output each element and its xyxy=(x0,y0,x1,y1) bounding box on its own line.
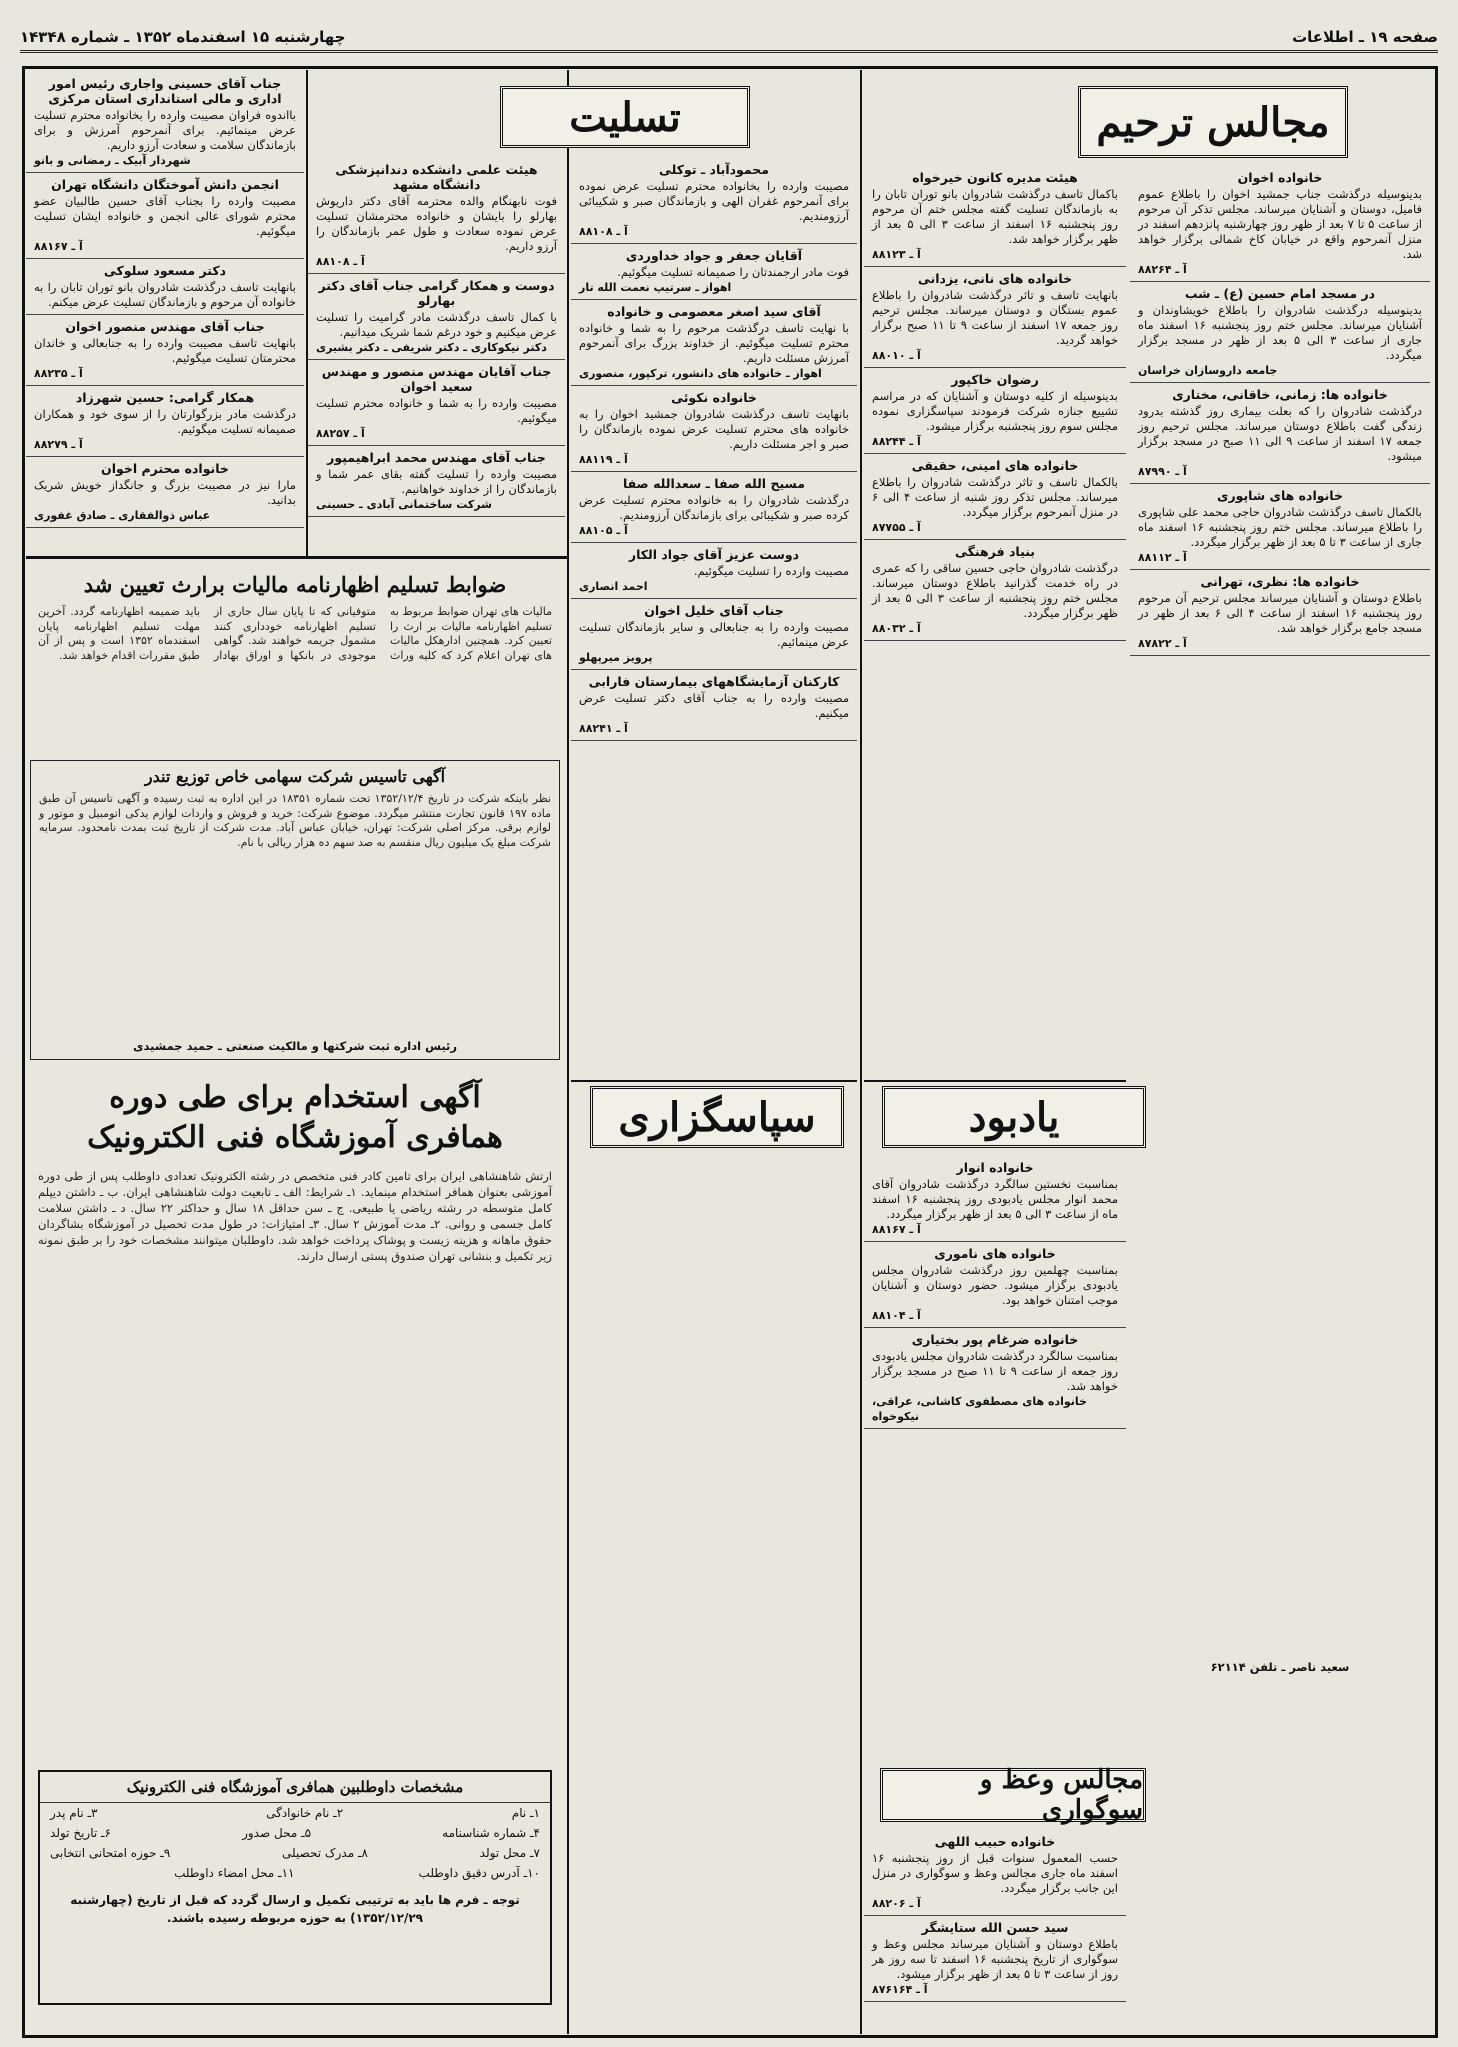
notice-body: بدینوسیله درگذشت جناب جمشید اخوان را باطلاع عموم فامیل، دوستان و آشنایان میرساند. مجلس تذکر آن مرحوم از ساعت ۵ تا ۷ بعد از ظهر روز چهارشنبه پانزدهم اسفند در منزل آنمرحوم واقع در خیابان کاخ شمالی برگزار خواهد شد. xyxy=(1138,187,1422,261)
tax-notice xyxy=(30,566,560,756)
row-divider xyxy=(571,1080,857,1082)
notice xyxy=(864,267,1126,368)
notice-title: خانواده ها: نظری، تهرانی xyxy=(1200,574,1360,589)
notice-title: خانواده های امینی، حقیقی xyxy=(911,458,1079,473)
condolence-meetings-banner: مجالس ترحیم xyxy=(1078,86,1348,158)
notice-ref: آ ـ ۸۸۱۰۸ xyxy=(316,255,365,268)
notice-ref: آ ـ ۸۸۰۱۰ xyxy=(872,349,921,362)
notice-title: خانواده انوار xyxy=(956,1160,1034,1175)
notice xyxy=(571,386,857,472)
notice-title: بنیاد فرهنگی xyxy=(954,544,1035,559)
notice-title: جناب آقای مهندس محمد ابراهیمپور xyxy=(327,450,546,465)
condolences-col-right xyxy=(571,158,857,1078)
notice-title: جناب آقای خلیل اخوان xyxy=(644,603,784,618)
company-notice-title: آگهی تاسیس شرکت سهامی خاص توزیع تندر xyxy=(144,767,446,786)
notice-ref: خانواده های مصطفوی کاشانی، عراقی، نیکوخواه xyxy=(872,1395,1087,1423)
condolence-meetings-col-right xyxy=(1130,166,1430,2026)
notice-body: بانهایت تاسف و تاثر درگذشت شادروان را باطلاع عموم بستگان و دوستان میرساند. مجلس ترحیم روز جمعه ۱۷ اسفند از ساعت ۹ تا ۱۱ صبح برگزار خواهد گردید. xyxy=(872,288,1118,347)
form-field: ۹ـ حوزه امتحانی انتخابی xyxy=(50,1846,171,1860)
notice-body: باکمال تاسف درگذشت شادروان بانو توران تابان را به بازماندگان تسلیت گفته مجلس ختم آن مرحوم روز پنجشنبه ۱۶ اسفند از ساعت ۳ الی ۵ بعد از ظهر برگزار خواهد شد. xyxy=(872,187,1118,246)
memorial-banner: یادبود xyxy=(882,1086,1146,1148)
notice-ref: آ ـ ۸۸۱۶۷ xyxy=(872,1223,921,1236)
form-field: ۱۱ـ محل امضاء داوطلب xyxy=(174,1866,295,1880)
notice-title: خانواده اخوان xyxy=(1237,170,1323,185)
notice-body: بااندوه فراوان مصیبت وارده را بخانواده محترم تسلیت عرض مینمائیم. برای آنمرحوم آمرزش و برای بازماندگان سلامت و سعادت آرزو داریم. xyxy=(34,108,296,152)
notice-body: درگذشت شادروان را که بعلت بیماری روز گذشته بدرود زندگی گفت باطلاع دوستان میرساند. مجلس ترحیم روز جمعه ۱۷ اسفند از ساعت ۹ الی ۱۱ صبح در مسجد برگزار میشود. xyxy=(1138,404,1422,463)
form-field: ۷ـ محل تولد xyxy=(479,1846,540,1860)
form-field: ۳ـ نام پدر xyxy=(50,1806,98,1820)
notice xyxy=(571,543,857,599)
notice-title: خانواده ها: زمانی، خاقانی، مختاری xyxy=(1172,387,1388,402)
date-label: چهارشنبه ۱۵ اسفندماه ۱۳۵۲ ـ شماره ۱۴۳۴۸ xyxy=(20,28,346,46)
notice-title: کارکنان آزمایشگاههای بیمارستان فارابی xyxy=(588,674,840,689)
notice-body: مصیبت وارده را تسلیت گفته بقای عمر شما و بازماندگان را از خداوند خواهانیم. xyxy=(316,467,557,496)
tax-notice-body: مالیات های تهران ضوابط مربوط به تسلیم اظهارنامه مالیات بر ارث را تعیین کرد. همچنین ادارهکل مالیات های تهران اعلام کرد که کلیه وراث متوفیانی که تا پایان سال جاری از تسلیم اظهارنامه خودداری کنند مشمول جریمه خواهند شد. گواهی موجودی در بانکها و اوراق بهادار باید ضمیمه اظهارنامه گردد. آخرین مهلت تسلیم اظهارنامه پایان اسفندماه ۱۳۵۲ است و پس از آن طبق مقررات اقدام خواهد شد. xyxy=(38,605,552,662)
notice-body: مصیبت وارده را بخانواده محترم تسلیت عرض نموده برای آنمرحوم غفران الهی و بازماندگان صبر و شکیبائی آرزومندیم. xyxy=(579,179,849,223)
notice-body: با کمال تاسف درگذشت مادر گرامیت را تسلیت عرض میکنیم و خود درغم شما شریک میدانیم. xyxy=(316,310,557,339)
notice-ref: آ ـ ۸۷۹۹۰ xyxy=(1138,465,1187,478)
notice-ref: آ ـ ۸۸۱۰۵ xyxy=(579,524,628,537)
notice-body: بالکمال تاسف درگذشت شادروان حاجی محمد علی شاپوری را باطلاع میرساند. مجلس ختم روز پنجشنبه ۱۶ اسفند ماه جاری از ساعت ۳ تا ۵ بعد از ظهر برگزار میگردد. xyxy=(1138,505,1422,549)
notice xyxy=(308,446,565,517)
form-note: توجه ـ فرم ها باید به ترتیبی تکمیل و ارسال گردد که قبل از تاریخ (چهارشنبه ۱۳۵۲/۱۲/۲۹) به حوزه مربوطه رسیده باشند. xyxy=(70,1893,520,1925)
notice-ref: اهواز ـ سرتیپ نعمت الله تار xyxy=(579,281,732,294)
notice-body: باطلاع دوستان و آشنایان میرساند مجلس ترحیم آن مرحوم روز پنجشنبه ۱۶ اسفند از ساعت ۴ الی ۶ بعد از ظهر در مسجد جامع برگزار خواهد شد. xyxy=(1138,591,1422,635)
condolences-banner: تسلیت xyxy=(500,86,750,148)
notice-title: آقای سید اصغر معصومی و خانواده xyxy=(607,304,821,319)
job-ad-title-line1: آگهی استخدام برای طی دوره xyxy=(109,1080,481,1115)
notice xyxy=(864,1830,1126,1916)
notice-title: جناب آقای حسینی واجاری رئیس امور اداری و مالی استانداری استان مرکزی xyxy=(48,76,282,106)
notice-ref: جامعه داروسازان خراسان xyxy=(1138,364,1278,377)
notice xyxy=(571,158,857,244)
notice-title: خانواده های ناموری xyxy=(934,1246,1056,1261)
notice-body: با نهایت تاسف درگذشت مرحوم را به شما و خانواده محترم تسلیت میگوئیم. از خداوند بزرگ برای آنمرحوم آمرزش مسئلت داریم. xyxy=(579,321,849,365)
notice xyxy=(864,454,1126,540)
form-field: ۵ـ محل صدور xyxy=(242,1826,312,1840)
notice xyxy=(864,166,1126,267)
form-field: ۱ـ نام xyxy=(511,1806,540,1820)
notice-title: خانواده های نانی، یزدانی xyxy=(917,271,1073,286)
notice-body: مارا نیز در مصیبت بزرگ و جانگداز خویش شریک بدانید. xyxy=(34,478,296,507)
notice-ref: آ ـ ۸۸۲۴۱ xyxy=(579,722,628,735)
row-divider xyxy=(26,556,567,559)
form-field: ۲ـ نام خانوادگی xyxy=(266,1806,344,1820)
notice-ref: عباس ذوالفقاری ـ صادق غفوری xyxy=(34,509,211,522)
memorial-section xyxy=(864,1156,1126,1756)
notice-title: هیئت علمی دانشکده دندانپزشکی دانشگاه مشهد xyxy=(335,162,538,192)
notice-title: خانواده نکوئی xyxy=(671,390,757,405)
notice xyxy=(864,540,1126,641)
filler-text xyxy=(1130,656,1430,1656)
form-title: مشخصات داوطلبین همافری آموزشگاه فنی الکترونیک xyxy=(40,1772,550,1803)
notice xyxy=(864,1156,1126,1242)
notice xyxy=(864,1916,1126,2002)
notice xyxy=(26,259,304,315)
notice-title: خانواده محترم اخوان xyxy=(101,461,229,476)
page-label: صفحه ۱۹ ـ اطلاعات xyxy=(1292,28,1438,46)
notice-body: درگذشت مادر بزرگوارتان را از سوی خود و همکاران صمیمانه تسلیت میگوئیم. xyxy=(34,407,296,436)
notice xyxy=(864,1328,1126,1429)
notice-title: آقایان جعفر و جواد خداوردی xyxy=(625,248,803,263)
notice-ref: آ ـ ۸۷۷۵۵ xyxy=(872,521,921,534)
notice-body: بانهایت تاسف درگذشت شادروان جمشید اخوان را به خانواده های محترم تسلیت عرض نموده بازماندگان را صبر و اجر مسئلت داریم. xyxy=(579,407,849,451)
notice-title: همکار گرامی: حسین شهرزاد xyxy=(75,390,255,405)
notice-title: هیئت مدیره کانون خیرخواه xyxy=(912,170,1078,185)
notice xyxy=(571,300,857,386)
notice-title: دوست و همکار گرامی جناب آقای دکتر بهارلو xyxy=(318,278,555,308)
notice xyxy=(571,472,857,543)
job-ad-title-line2: همافری آموزشگاه فنی الکترونیک xyxy=(87,1120,503,1155)
notice-ref: آ ـ ۸۸۱۱۹ xyxy=(579,453,628,466)
form-field: ۶ـ تاریخ تولد xyxy=(50,1826,111,1840)
company-notice-body: نظر باینکه شرکت در تاریخ ۱۳۵۲/۱۲/۴ تحت شماره ۱۸۳۵۱ در این اداره به ثبت رسیده و آگهی تاسیس آن طبق ماده ۱۹۷ قانون تجارت منتشر میگردد. موضوع شرکت: خرید و فروش و واردات لوازم یدکی اتومبیل و موتور و لوازم برقی. مرکز اصلی شرکت: تهران، خیابان عباس آباد. مدت شرکت از تاریخ ثبت بمدت نامحدود. سرمایه شرکت مبلغ یک میلیون ریال منقسم به صد سهم ده هزار ریالی با نام. xyxy=(39,792,551,849)
thanks-section xyxy=(571,1158,873,2028)
column-divider xyxy=(567,70,569,2034)
notice xyxy=(26,457,304,528)
notice-body: بانهایت تاسف مصیبت وارده را به جنابعالی و خاندان محترمتان تسلیت میگوئیم. xyxy=(34,336,296,365)
condolences-col-middle xyxy=(308,158,565,554)
notice-ref: آ ـ ۸۸۱۶۷ xyxy=(34,240,83,253)
form-row xyxy=(40,1823,550,1843)
notice xyxy=(864,1242,1126,1328)
notice xyxy=(1130,282,1430,383)
notice-title: دوست عزیز آقای جواد الکار xyxy=(628,547,800,562)
notice xyxy=(308,360,565,446)
notice-body: مصیبت وارده را بجناب آقای حسین طالبیان عضو محترم شورای عالی انجمن و خانواده ایشان تسلیت میگوئیم. xyxy=(34,194,296,238)
notice-body: باطلاع دوستان و آشنایان میرساند مجلس وعظ و سوگواری از تاریخ پنجشنبه ۱۶ اسفند تا سه روز هر روز از ساعت ۳ تا ۵ بعد از ظهر برگزار میشود. xyxy=(872,1937,1118,1981)
notice xyxy=(308,274,565,360)
notice-ref: آ ـ ۸۸۱۲۳ xyxy=(872,248,921,261)
job-ad xyxy=(30,1070,560,2030)
notice-ref: شهردار آبیک ـ رمضانی و بانو xyxy=(34,154,191,167)
notice-title: سید حسن الله ستایشگر xyxy=(921,1920,1069,1935)
notice xyxy=(1130,166,1430,282)
notice-ref: آ ـ ۸۷۶۱۶۴ xyxy=(872,1983,928,1996)
form-row xyxy=(40,1843,550,1863)
notice xyxy=(1130,570,1430,656)
notice-ref: احمد انصاری xyxy=(579,580,648,593)
col-footer: سعید ناصر ـ تلفن ۶۲۱۱۴ xyxy=(1210,1660,1350,1674)
company-notice xyxy=(30,760,560,1060)
notice-ref: آ ـ ۸۸۰۳۲ xyxy=(872,622,921,635)
notice-ref: آ ـ ۸۷۸۲۲ xyxy=(1138,637,1187,650)
notice-body: بانهایت تاسف درگذشت شادروان بانو توران تابان را به خانواده آن مرحوم و بازماندگان تسلیت عرض میکنم. xyxy=(34,280,296,309)
notice xyxy=(26,173,304,259)
form-field: ۸ـ مدرک تحصیلی xyxy=(281,1846,368,1860)
notice-body: حسب المعمول سنوات قبل از روز پنجشنبه ۱۶ اسفند ماه جاری مجالس وعظ و سوگواری در منزل این جانب برگزار میگردد. xyxy=(872,1851,1118,1895)
notice-title: در مسجد امام حسین (ع) ـ شب xyxy=(1184,286,1376,301)
form-row xyxy=(40,1863,550,1883)
notice-title: مسیح الله صفا ـ سعدالله صفا xyxy=(622,476,806,491)
notice xyxy=(308,158,565,274)
notice-ref: دکتر نیکوکاری ـ دکتر شریفی ـ دکتر بشیری xyxy=(316,341,547,354)
notice-title: دکتر مسعود سلوکی xyxy=(103,263,227,278)
notice xyxy=(26,72,304,173)
notice-ref: آ ـ ۸۸۲۴۴ xyxy=(872,435,921,448)
notice-body: بالکمال تاسف و تاثر درگذشت شادروان را باطلاع میرساند. مجلس تذکر روز شنبه از ساعت ۴ الی ۶ در منزل آنمرحوم برگزار میگردد. xyxy=(872,475,1118,519)
notice-ref: شرکت ساختمانی آبادی ـ حسینی xyxy=(316,498,492,511)
notice-ref: آ ـ ۸۸۲۳۵ xyxy=(34,367,83,380)
notice-body: بمناسبت سالگرد درگذشت شادروان مجلس یادبودی روز جمعه از ساعت ۹ تا ۱۱ صبح در مسجد برگزار خواهد شد. xyxy=(872,1349,1119,1393)
notice-body: مصیبت وارده را به جنابعالی و سایر بازماندگان تسلیت عرض مینمائیم. xyxy=(579,620,849,649)
notice xyxy=(571,670,857,741)
notice-body: مصیبت وارده را به شما و خانواده محترم تسلیت میگوئیم. xyxy=(316,396,557,425)
notice-body: مصیبت وارده را تسلیت میگوئیم. xyxy=(693,564,849,578)
notice xyxy=(26,386,304,457)
notice-title: خانواده حبیب اللهی xyxy=(934,1834,1056,1849)
thanks-banner: سپاسگزاری xyxy=(590,1086,844,1148)
notice-title: خانواده های شاپوری xyxy=(1216,488,1343,503)
notice xyxy=(864,368,1126,454)
notice-body: درگذشت شادروان حاجی حسین ساقی را که عمری در راه خدمت گذرانید باطلاع دوستان میرساند. مجلس ختم روز پنجشنبه از ساعت ۳ الی ۵ بعد از ظهر برگزار میگردد. xyxy=(872,561,1118,620)
condolences-col-far-left xyxy=(26,72,304,554)
notice-title: جناب آقایان مهندس منصور و مهندس سعید اخوان xyxy=(321,364,552,394)
company-notice-footer: رئیس اداره ثبت شرکتها و مالکیت صنعتی ـ حمید جمشیدی xyxy=(133,1039,457,1053)
notice-body: بدینوسیله درگذشت شادروان را باطلاع خویشاوندان و آشنایان میرساند. مجلس ختم روز پنجشنبه ۱۶ اسفند ماه جاری از ساعت ۳ الی ۵ بعد از ظهر در مسجد برگزار میگردد. xyxy=(1138,303,1422,362)
notice-ref: آ ـ ۸۸۱۱۲ xyxy=(1138,551,1187,564)
notice-body: فوت نابهنگام والده محترمه آقای دکتر داریوش بهارلو را بایشان و خانواده محترمشان تسلیت عرض نموده سعادت و طول عمر بازماندگان را آرزو داریم. xyxy=(316,194,557,253)
form-field: ۴ـ شماره شناسنامه xyxy=(442,1826,540,1840)
notice-title: محمودآباد ـ توکلی xyxy=(659,162,769,177)
notice-body: بدینوسیله از کلیه دوستان و آشنایان که در مراسم تشییع جنازه شرکت فرمودند سپاسگزاری نموده مجلس سوم روز پنجشنبه برگزار میشود. xyxy=(872,389,1118,433)
notice xyxy=(1130,383,1430,484)
sermon-banner: مجالس وعظ و سوگواری xyxy=(880,1768,1146,1822)
notice-ref: اهواز ـ خانواده های دانشور، ترکپور، منصوری xyxy=(579,367,822,380)
form-row xyxy=(40,1803,550,1823)
application-form xyxy=(38,1770,552,2005)
page-header xyxy=(20,14,1438,53)
row-divider xyxy=(864,1080,1126,1082)
notice-body: درگذشت شادروان را به خانواده محترم تسلیت عرض کرده صبر و شکیبائی برای بازماندگان آرزومندیم. xyxy=(579,493,849,522)
form-field: ۱۰ـ آدرس دقیق داوطلب xyxy=(418,1866,540,1880)
notice-ref: آ ـ ۸۸۱۰۸ xyxy=(579,225,628,238)
notice xyxy=(1130,484,1430,570)
notice xyxy=(571,244,857,300)
condolence-meetings-col-left xyxy=(864,166,1126,1076)
job-ad-body: ارتش شاهنشاهی ایران برای تامین کادر فنی متخصص در رشته الکترونیک تعدادی داوطلب پس از طی دوره آموزشی بعنوان همافر استخدام مینماید. ۱ـ شرایط: الف ـ تابعیت دولت شاهنشاهی ایران. ب ـ داشتن دیپلم کامل متوسطه در رشته ریاضی یا طبیعی. ج ـ سن حداقل ۱۸ سال و حداکثر ۲۲ سال. د ـ داشتن سلامت کامل جسمی و روانی. ۲ـ مدت آموزش ۲ سال. ۳ـ امتیازات: در طول مدت تحصیل در آموزشگاه بشاگردان حقوق ماهانه و هزینه زیست و پوشاک پرداخت خواهد شد. داوطلبان میتوانند مشخصات خود را بر طبق نمونه زیر تکمیل و بنشانی تهران صندوق پستی ارسال دارند. xyxy=(38,1169,552,1263)
notice-body: بمناسبت چهلمین روز درگذشت شادروان مجلس یادبودی برگزار میشود. حضور دوستان و آشنایان موجب امتنان خواهد بود. xyxy=(872,1263,1118,1307)
notice xyxy=(26,315,304,386)
notice-ref: پرویز میرپهلو xyxy=(579,651,653,664)
notice xyxy=(571,599,857,670)
notice-ref: آ ـ ۸۸۲۵۷ xyxy=(316,427,365,440)
notice-title: جناب آقای مهندس منصور اخوان xyxy=(65,319,265,334)
notice-ref: آ ـ ۸۸۲۶۴ xyxy=(1138,263,1187,276)
tax-notice-title: ضوابط تسلیم اظهارنامه مالیات برارث تعیین شد xyxy=(83,572,507,597)
notice-body: بمناسبت نخستین سالگرد درگذشت شادروان آقای محمد انوار مجلس یادبودی روز پنجشنبه ۱۶ اسفند ماه از ساعت ۳ الی ۵ بعد از ظهر برگزار میگردد. xyxy=(872,1177,1118,1221)
sermon-section xyxy=(864,1830,1126,2030)
notice-body: مصیبت وارده را به جناب آقای دکتر تسلیت عرض میکنیم. xyxy=(579,691,849,720)
notice-body: فوت مادر ارجمندتان را صمیمانه تسلیت میگوئیم. xyxy=(617,265,849,279)
notice-ref: آ ـ ۸۸۲۰۶ xyxy=(872,1897,921,1910)
notice-title: خانواده ضرغام پور بختیاری xyxy=(911,1332,1079,1347)
notice-ref: آ ـ ۸۸۱۰۴ xyxy=(872,1309,921,1322)
notice-ref: آ ـ ۸۸۲۷۹ xyxy=(34,438,83,451)
notice-title: انجمن دانش آموختگان دانشگاه تهران xyxy=(51,177,279,192)
notice-title: رضوان خاکپور xyxy=(951,372,1039,387)
